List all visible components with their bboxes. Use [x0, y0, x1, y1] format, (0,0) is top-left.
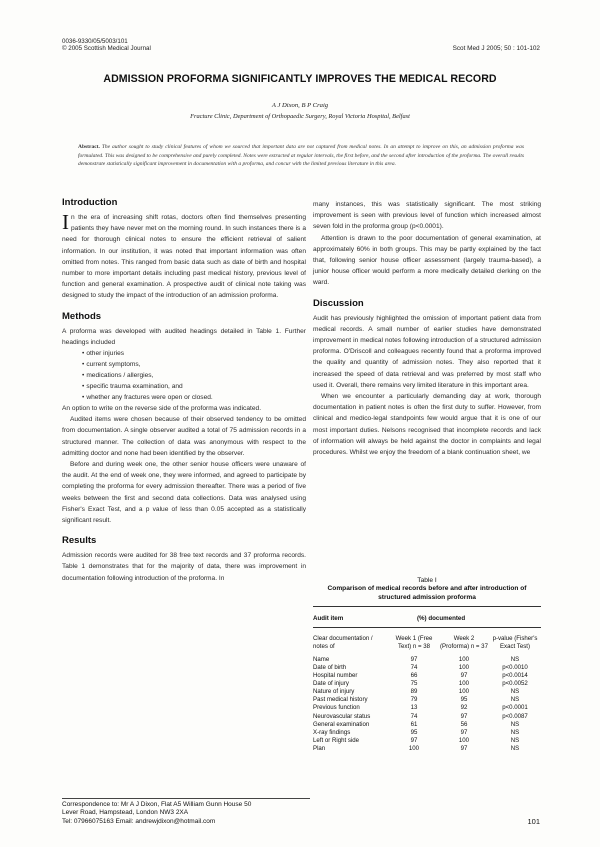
table-number: Table I [417, 577, 437, 584]
table-cell: 89 [410, 688, 418, 696]
copyright-line: © 2005 Scottish Medical Journal [62, 45, 151, 53]
methods-paragraph-2: An option to write on the reverse side of the proforma was indicated. [62, 405, 262, 413]
table-cell: 100 [408, 744, 420, 752]
issn-line: 0036-9330/05/5003/101 [62, 38, 128, 45]
table-title: Comparison of medical records before and after introduction of structured admission proforma [327, 585, 527, 601]
discussion-paragraph-1: Audit has previously highlighted the omission of important patient data from medical records. A small number of earlier studies have demonstrated improvement in medical notes following introduction of a structured admission proforma. O'Driscoll and colleagues recently found that a proforma improved the quality and quantity of admission notes. They also reported that it increased the speed of data retrieval and was preferred by most staff who used it. Overall, there remains very limited literature in this important area. [313, 314, 541, 389]
table-cell: p<0.0001 [502, 704, 528, 712]
table-cell: 56 [460, 720, 468, 728]
table-cell: p<0.0010 [502, 664, 528, 672]
table-cell: 97 [460, 728, 468, 736]
table-cell: 100 [458, 656, 470, 664]
list-item: • medications / allergies, [82, 370, 306, 381]
column-header: p-value (Fisher's Exact Test) [492, 635, 538, 650]
table-row [313, 688, 541, 696]
table-row [313, 721, 541, 729]
affiliation: Fracture Clinic, Department of Orthopaedic Surgery, Royal Victoria Hospital, Belfast [190, 113, 410, 120]
table-cell: 92 [460, 704, 468, 712]
table-cell: 100 [458, 664, 470, 672]
table-row [313, 672, 541, 680]
list-item: • other injuries [82, 348, 306, 359]
table-cell: 97 [410, 656, 418, 664]
table-cell: NS [510, 736, 520, 744]
table-cell: Plan [313, 744, 326, 752]
table-header-row [313, 635, 541, 656]
left-column [62, 197, 306, 584]
abstract [78, 143, 524, 169]
article-title: ADMISSION PROFORMA SIGNIFICANTLY IMPROVES THE MEDICAL RECORD [103, 73, 497, 85]
table-cell: 97 [460, 672, 468, 680]
table-cell: Nature of injury [313, 688, 355, 696]
table-cell: NS [510, 656, 520, 664]
table-row [313, 729, 541, 737]
table-row [313, 704, 541, 712]
table-row [313, 680, 541, 688]
table-cell: Date of injury [313, 680, 349, 688]
table-cell: 100 [458, 688, 470, 696]
table-row [313, 656, 541, 664]
table-cell: X-ray findings [313, 728, 351, 736]
table-cell: NS [510, 688, 520, 696]
introduction-heading: Introduction [62, 197, 118, 208]
list-item: • specific trauma examination, and [82, 381, 306, 392]
table-row [313, 745, 541, 753]
table-cell: p<0.0014 [502, 672, 528, 680]
table-cell: Left or Right side [313, 736, 360, 744]
methods-heading: Methods [62, 310, 102, 322]
table-cell: 75 [410, 680, 418, 688]
table-cell: 97 [460, 712, 468, 720]
list-item: • current symptoms, [82, 359, 306, 370]
abstract-text: The author sought to study clinical features of whom we sourced that important data are not captured from medical notes. In an attempt to improve on this, an admission proforma was formulated. This was designed to be comprehensive and purely completed. Notes were extracted at regular intervals, the first before, and the second after introduction of the proforma. The overall results demonstrate statistically significant improvement in documentation with a proforma, and concur with the limited previous literature in this area. [78, 144, 525, 168]
table-cell: 100 [458, 680, 470, 688]
table-row [313, 713, 541, 721]
drop-cap: I [62, 210, 69, 234]
results-continued-paragraph: many instances, this was statistically significant. The most striking improvement is seen with previous level of function which increased almost seven fold in the proforma group (p<0.0001). [313, 201, 541, 231]
table-cell: General examination [313, 720, 370, 728]
discussion-heading: Discussion [313, 297, 364, 309]
table-row [313, 664, 541, 672]
audit-item-header: Audit item [313, 615, 344, 622]
right-column [313, 199, 541, 458]
table-cell: NS [510, 744, 520, 752]
table-cell: p<0.0087 [502, 712, 528, 720]
table-header-rule [313, 627, 541, 628]
table-caption [313, 577, 541, 602]
list-item: • whether any fractures were open or closed. [82, 392, 306, 403]
results-paragraph: Admission records were audited for 38 free text records and 37 proforma records. Table 1 demonstrates that for the majority of data, there was improvement in documentation following introduction of the proforma. In [62, 552, 306, 582]
table-cell: 61 [410, 720, 418, 728]
table-cell: 74 [410, 664, 418, 672]
correspondence-line-3: Tel: 07966075163 Email: andrewjdixon@hotmail.com [62, 817, 216, 825]
table-cell: Previous function [313, 704, 360, 712]
table-cell: 66 [410, 672, 418, 680]
column-header: Week 1 (Free Text) n = 38 [395, 635, 433, 650]
table-cell: Date of birth [313, 664, 347, 672]
methods-paragraph-3: Audited items were chosen because of their observed tendency to be omitted from documentation. A single observer audited a total of 75 admission records in a structured manner. The collection of data was anonymous with respect to the admitting doctor and none had been identified by the observer. [62, 416, 306, 457]
methods-paragraph-1: A proforma was developed with audited headings detailed in Table 1. Further headings included [62, 327, 306, 346]
introduction-text: n the era of increasing shift rotas, doctors often find themselves presenting patients they have never met on the morning round. In such instances there is a need for thorough clinical notes to ensure the efficient retrieval of salient information. In our institution, it was noted that important information was often omitted from notes. This ranged from basic data such as date of birth and hospital number to more important details including past medical history, previous level of function and general examination. A prospective audit of clinical note taking was designed to study the impact of the introduction of an admission proforma. [62, 214, 306, 300]
table-cell: 13 [410, 704, 418, 712]
table-row [313, 737, 541, 745]
citation-line: Scot Med J 2005; 50 : 101-102 [452, 45, 540, 52]
journal-header [62, 38, 151, 53]
results-heading: Results [62, 535, 97, 547]
results-examination-paragraph: Attention is drawn to the poor documentation of general examination, at approximately 60% in both groups. This may be partly explained by the fact that, following senior house officer assessment (largely trauma-based), a junior house officer would perform a more medically detailed clerking on the ward. [313, 234, 541, 287]
table-cell: 97 [410, 736, 418, 744]
table-cell: NS [510, 696, 520, 704]
table-cell: 74 [410, 712, 418, 720]
abstract-label: Abstract. [78, 144, 100, 150]
table-body [313, 656, 541, 753]
correspondence-divider [62, 798, 310, 799]
table-cell: 100 [458, 736, 470, 744]
table-cell: NS [510, 720, 520, 728]
table-row [313, 696, 541, 704]
methods-bullet-list [62, 348, 306, 403]
table-cell: Name [313, 656, 330, 664]
table-cell: Neurovascular status [313, 712, 371, 720]
correspondence-line-1: Correspondence to: Mr A J Dixon, Flat A5 William Gunn House 50 [62, 801, 252, 808]
methods-paragraph-4: Before and during week one, the other senior house officers were unaware of the audit. At the end of week one, they were informed, and agreed to participate by completing the proforma for every admission thereafter. There was a period of five weeks between the first and second data collections. Data was analysed using Fisher's Exact Test, and a p value of less than 0.05 accepted as a statistically significant result. [62, 461, 306, 525]
table-cell: 95 [460, 696, 468, 704]
introduction-paragraph [62, 212, 306, 302]
author-list: A J Dixon, B P Craig [271, 102, 329, 109]
column-header: Week 2 (Proforma) n = 37 [440, 635, 488, 650]
table-cell: 79 [410, 696, 418, 704]
comparison-table [313, 635, 541, 753]
table-cell: NS [510, 728, 520, 736]
table-cell: 95 [410, 728, 418, 736]
correspondence-line-2: Lever Road, Hampstead, London NW3 2XA [62, 809, 189, 817]
table-cell: p<0.0052 [502, 680, 528, 688]
table-cell: Hospital number [313, 672, 358, 680]
percent-documented-header: (%) documented [417, 615, 466, 622]
correspondence-block [62, 801, 310, 826]
table-top-rule [313, 606, 541, 607]
column-header: Clear documentation / notes of [313, 635, 373, 650]
discussion-paragraph-2: When we encounter a particularly demanding day at work, thorough documentation in patient notes is often the first duty to suffer. However, from clinical and medico-legal standpoints few would argue that it is one of our most important duties. Nelsons recognised that incomplete records and lack of information will always be held against the doctor in complaints and legal procedures. Whilst we enjoy the freedom of a blank continuation sheet, we [313, 393, 541, 457]
table-cell: Past medical history [313, 696, 368, 704]
table-cell: 97 [460, 744, 468, 752]
page-number: 101 [527, 817, 540, 826]
